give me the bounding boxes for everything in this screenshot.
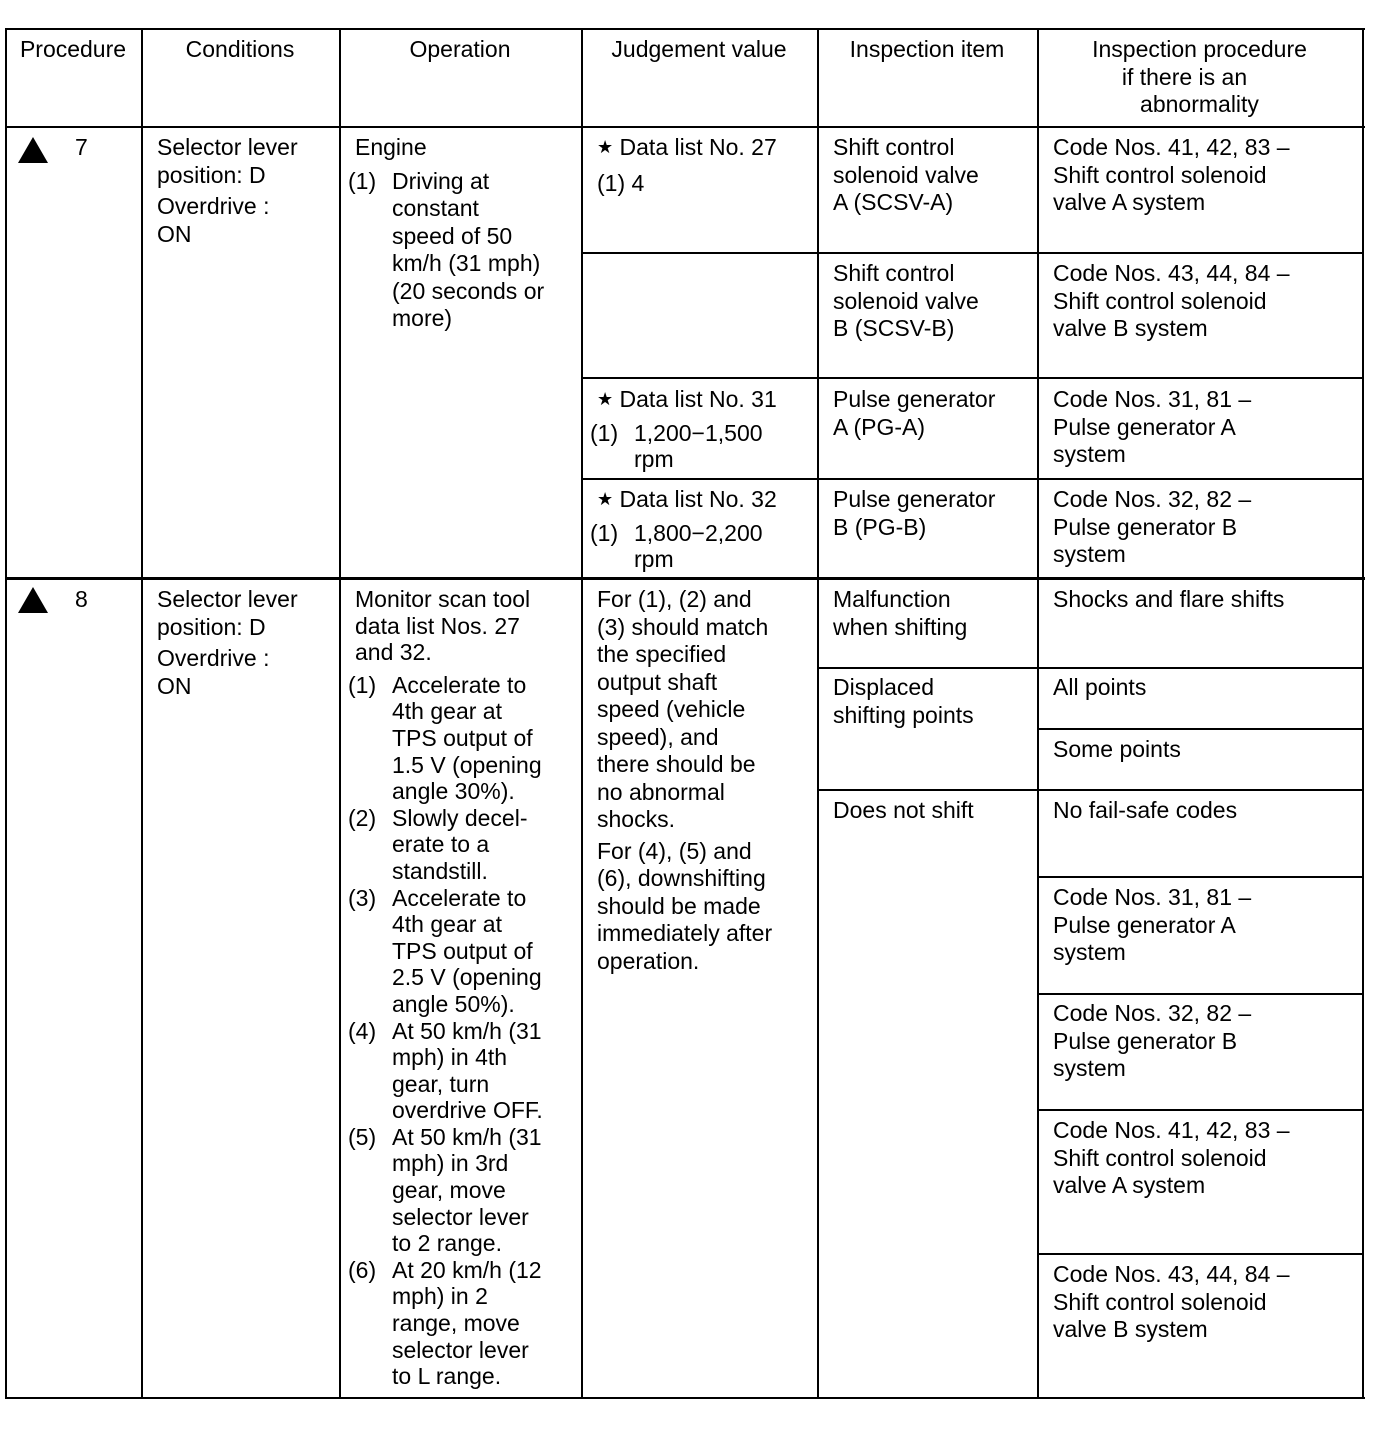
proc8-item-2: Displaced shifting points bbox=[833, 674, 974, 728]
operation-step: (1) Accelerate to 4th gear at TPS output of 1.5 V (opening angle 30%). bbox=[348, 671, 542, 805]
proc7-procedure-4: Code Nos. 32, 82 – Pulse generator B system bbox=[1053, 486, 1252, 567]
header-operation: Operation bbox=[409, 36, 511, 62]
row-divider bbox=[1037, 1253, 1363, 1255]
header-judgement: Judgement value bbox=[611, 36, 787, 62]
operation-step: (3) Accelerate to 4th gear at TPS output of 2.5 V (opening angle 50%). bbox=[348, 884, 542, 1017]
star-icon: ★ bbox=[597, 137, 614, 157]
header-divider bbox=[5, 126, 1365, 128]
proc7-item-2: Shift control solenoid valve B (SCSV-B) bbox=[833, 260, 979, 341]
proc8-procedure-2: All points bbox=[1053, 674, 1147, 700]
proc7-procedure-3: Code Nos. 31, 81 – Pulse generator A system bbox=[1053, 386, 1252, 467]
operation-step: (4) At 50 km/h (31 mph) in 4th gear, turn overdrive OFF. bbox=[348, 1017, 543, 1124]
proc7-operation: Engine (1) Driving at constant speed of 50 km/h (31 mph) (20 seconds or more) bbox=[348, 134, 545, 331]
proc7-judgement-3: ★ Data list No. 31 (1) 1,200−1,500 rpm bbox=[590, 386, 777, 472]
header-inspection-procedure: Inspection procedure if there is an abnormality bbox=[1092, 36, 1307, 117]
col-divider bbox=[141, 28, 143, 1399]
proc8-procedure-3: Some points bbox=[1053, 736, 1181, 762]
proc8-judgement: For (1), (2) and (3) should match the specified output shaft speed (vehicle speed), and there should be no abnormal shocks. For (4), (5) and (6), downshifting should be made immediately after operation. bbox=[597, 586, 773, 974]
star-icon: ★ bbox=[597, 489, 614, 509]
proc7-procedure-1: Code Nos. 41, 42, 83 – Shift control solenoid valve A system bbox=[1053, 134, 1290, 215]
proc7-procedure-2: Code Nos. 43, 44, 84 – Shift control solenoid valve B system bbox=[1053, 260, 1290, 341]
warning-triangle-icon bbox=[18, 587, 48, 613]
table-border-left bbox=[5, 28, 7, 1399]
header-conditions: Conditions bbox=[185, 36, 295, 62]
row-divider bbox=[581, 252, 1363, 254]
row-divider bbox=[581, 377, 1363, 379]
operation-step: (2) Slowly decel- erate to a standstill. bbox=[348, 804, 528, 884]
table-border-right bbox=[1362, 28, 1364, 1399]
table-border-bottom bbox=[5, 1397, 1365, 1399]
header-procedure: Procedure bbox=[19, 36, 127, 62]
proc8-procedure-8: Code Nos. 43, 44, 84 – Shift control solenoid valve B system bbox=[1053, 1261, 1290, 1342]
proc8-procedure-6: Code Nos. 32, 82 – Pulse generator B system bbox=[1053, 1000, 1252, 1081]
proc7-item-4: Pulse generator B (PG-B) bbox=[833, 486, 996, 540]
proc8-procedure-5: Code Nos. 31, 81 – Pulse generator A system bbox=[1053, 884, 1252, 965]
proc8-item-3: Does not shift bbox=[833, 797, 974, 823]
proc7-conditions: Selector lever position: D Overdrive : ON bbox=[157, 134, 298, 247]
row-divider bbox=[817, 667, 1363, 669]
star-icon: ★ bbox=[597, 389, 614, 409]
operation-step: (6) At 20 km/h (12 mph) in 2 range, move selector lever to L range. bbox=[348, 1256, 542, 1390]
col-divider bbox=[817, 28, 819, 1399]
row-divider bbox=[1037, 728, 1363, 730]
col-divider bbox=[339, 28, 341, 1399]
warning-triangle-icon bbox=[18, 137, 48, 163]
proc8-procedure-4: No fail-safe codes bbox=[1053, 797, 1238, 823]
procedure-number: 8 bbox=[75, 586, 88, 612]
proc8-conditions: Selector lever position: D Overdrive : ON bbox=[157, 586, 298, 699]
col-divider bbox=[1037, 28, 1039, 1399]
procedure-number: 7 bbox=[75, 134, 88, 160]
table-border-top bbox=[5, 28, 1365, 30]
proc7-judgement-4: ★ Data list No. 32 (1) 1,800−2,200 rpm bbox=[590, 486, 777, 572]
proc7-item-3: Pulse generator A (PG-A) bbox=[833, 386, 996, 440]
row-divider bbox=[817, 789, 1363, 791]
header-inspection-item: Inspection item bbox=[849, 36, 1005, 62]
row-divider bbox=[1037, 876, 1363, 878]
proc7-judgement-1: ★ Data list No. 27 (1) 4 bbox=[597, 134, 777, 196]
section-divider bbox=[5, 577, 1365, 580]
proc8-procedure-7: Code Nos. 41, 42, 83 – Shift control solenoid valve A system bbox=[1053, 1117, 1290, 1198]
operation-step: (5) At 50 km/h (31 mph) in 3rd gear, move selector lever to 2 range. bbox=[348, 1123, 542, 1257]
proc8-procedure-1: Shocks and flare shifts bbox=[1053, 586, 1285, 612]
operation-step: (1) Driving at constant speed of 50 km/h (31 mph) (20 seconds or more) bbox=[348, 167, 545, 331]
col-divider bbox=[581, 28, 583, 1399]
proc8-item-1: Malfunction when shifting bbox=[833, 586, 968, 640]
row-divider bbox=[581, 478, 1363, 480]
row-divider bbox=[1037, 1109, 1363, 1111]
proc8-operation: Monitor scan tool data list Nos. 27 and 32. (1) Accelerate to 4th gear at TPS output of 1.5 V (opening angle 30%). (2) Slowly decel- erate to a standstill. (3) Accelerate to 4th gear at TPS output of 2.5 V (opening angle 50%). (4) At 50 km/h (31 mph) in 4th gear, turn overdrive OFF. (5) At 50 km/h (31 mph) in 3rd gear, move selector lever to 2 range. (6) At 20 km/h (12 mph) in 2 range, move selector lever to L range. bbox=[348, 586, 543, 1390]
proc7-item-1: Shift control solenoid valve A (SCSV-A) bbox=[833, 134, 979, 215]
row-divider bbox=[1037, 993, 1363, 995]
